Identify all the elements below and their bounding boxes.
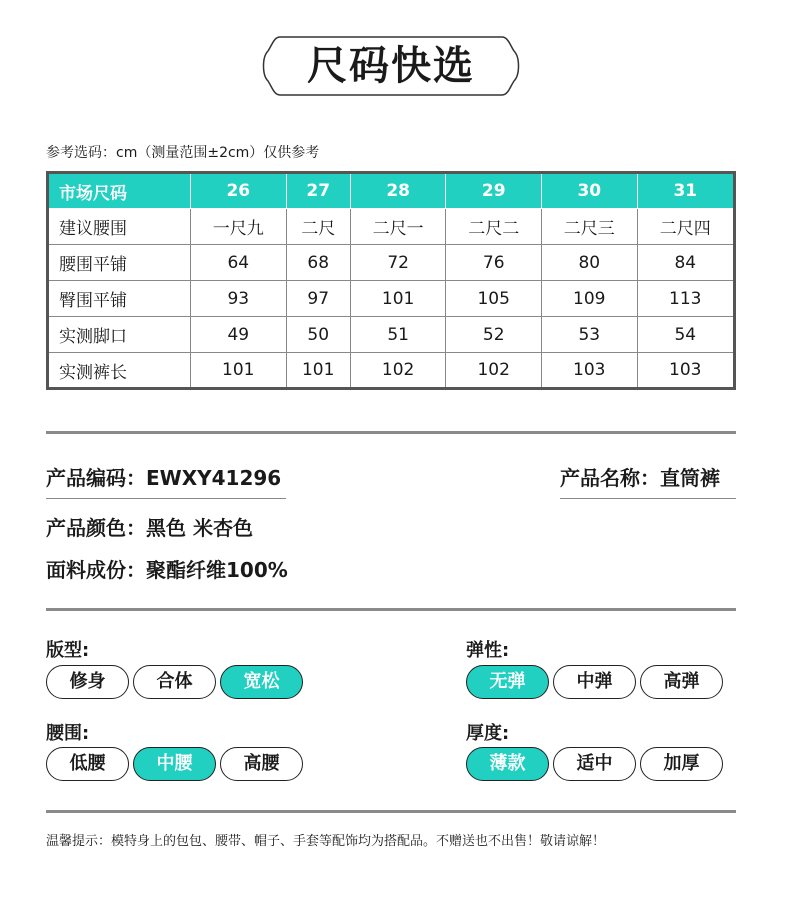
table-cell: 51	[350, 317, 446, 353]
title-badge	[258, 33, 524, 99]
row-label: 实测裤长	[48, 353, 191, 389]
product-code-label: 产品编码：	[46, 466, 146, 490]
table-cell: 二尺三	[542, 209, 638, 245]
divider	[46, 431, 736, 434]
thickness-option-thin[interactable]: 薄款	[466, 747, 549, 781]
table-cell: 二尺一	[350, 209, 446, 245]
table-cell: 54	[637, 317, 734, 353]
fit-option-regular[interactable]: 合体	[133, 665, 216, 699]
thickness-option-thick[interactable]: 加厚	[640, 747, 723, 781]
divider	[46, 810, 736, 813]
header-cell: 28	[350, 173, 446, 209]
table-row	[48, 317, 735, 353]
table-cell: 93	[191, 281, 287, 317]
table-cell: 101	[191, 353, 287, 389]
header-cell: 31	[637, 173, 734, 209]
product-color-label: 产品颜色：	[46, 516, 146, 540]
product-color-value: 黑色 米杏色	[146, 516, 253, 540]
product-code-value: EWXY41296	[146, 466, 282, 490]
waist-option-high[interactable]: 高腰	[220, 747, 303, 781]
table-cell: 80	[542, 245, 638, 281]
elasticity-option-medium[interactable]: 中弹	[553, 665, 636, 699]
table-cell: 一尺九	[191, 209, 287, 245]
row-label: 腰围平铺	[48, 245, 191, 281]
header-cell: 市场尺码	[48, 173, 191, 209]
elasticity-label: 弹性:	[466, 640, 510, 661]
table-cell: 103	[542, 353, 638, 389]
underline	[560, 498, 736, 499]
product-fabric-label: 面料成份：	[46, 558, 146, 582]
table-row	[48, 209, 735, 245]
product-fabric	[46, 554, 288, 583]
table-row	[48, 245, 735, 281]
fit-label: 版型:	[46, 640, 90, 661]
divider	[46, 608, 736, 611]
thickness-option-medium[interactable]: 适中	[553, 747, 636, 781]
table-cell: 97	[286, 281, 350, 317]
product-fabric-value: 聚酯纤维100%	[146, 558, 288, 582]
row-label: 臀围平铺	[48, 281, 191, 317]
waist-label: 腰围:	[46, 723, 90, 744]
table-cell: 101	[286, 353, 350, 389]
table-cell: 二尺	[286, 209, 350, 245]
table-cell: 50	[286, 317, 350, 353]
table-cell: 64	[191, 245, 287, 281]
table-header-row	[48, 173, 735, 209]
elasticity-option-high[interactable]: 高弹	[640, 665, 723, 699]
table-cell: 二尺四	[637, 209, 734, 245]
waist-option-mid[interactable]: 中腰	[133, 747, 216, 781]
header-cell: 29	[446, 173, 542, 209]
table-cell: 102	[350, 353, 446, 389]
table-cell: 113	[637, 281, 734, 317]
fit-option-slim[interactable]: 修身	[46, 665, 129, 699]
thickness-label: 厚度:	[466, 723, 510, 744]
size-table	[46, 171, 736, 390]
underline	[46, 498, 286, 499]
table-cell: 72	[350, 245, 446, 281]
table-cell: 53	[542, 317, 638, 353]
product-name	[560, 462, 720, 491]
table-cell: 76	[446, 245, 542, 281]
row-label: 实测脚口	[48, 317, 191, 353]
table-cell: 109	[542, 281, 638, 317]
table-row	[48, 281, 735, 317]
page-title: 尺码快选	[307, 43, 475, 89]
warm-tip: 温馨提示：模特身上的包包、腰带、帽子、手套等配饰均为搭配品。不赠送也不出售！敬请谅解！	[46, 834, 606, 849]
product-name-label: 产品名称：	[560, 466, 660, 490]
row-label: 建议腰围	[48, 209, 191, 245]
header-cell: 27	[286, 173, 350, 209]
table-cell: 二尺二	[446, 209, 542, 245]
table-cell: 68	[286, 245, 350, 281]
fit-option-loose[interactable]: 宽松	[220, 665, 303, 699]
header-cell: 30	[542, 173, 638, 209]
table-cell: 84	[637, 245, 734, 281]
table-row	[48, 353, 735, 389]
waist-option-low[interactable]: 低腰	[46, 747, 129, 781]
table-cell: 102	[446, 353, 542, 389]
table-cell: 105	[446, 281, 542, 317]
header-cell: 26	[191, 173, 287, 209]
table-cell: 52	[446, 317, 542, 353]
table-cell: 101	[350, 281, 446, 317]
elasticity-option-none[interactable]: 无弹	[466, 665, 549, 699]
table-cell: 103	[637, 353, 734, 389]
table-cell: 49	[191, 317, 287, 353]
product-name-value: 直筒裤	[660, 466, 720, 490]
product-code	[46, 462, 281, 491]
reference-note: 参考选码：cm（测量范围±2cm）仅供参考	[46, 145, 320, 161]
product-color	[46, 512, 253, 541]
